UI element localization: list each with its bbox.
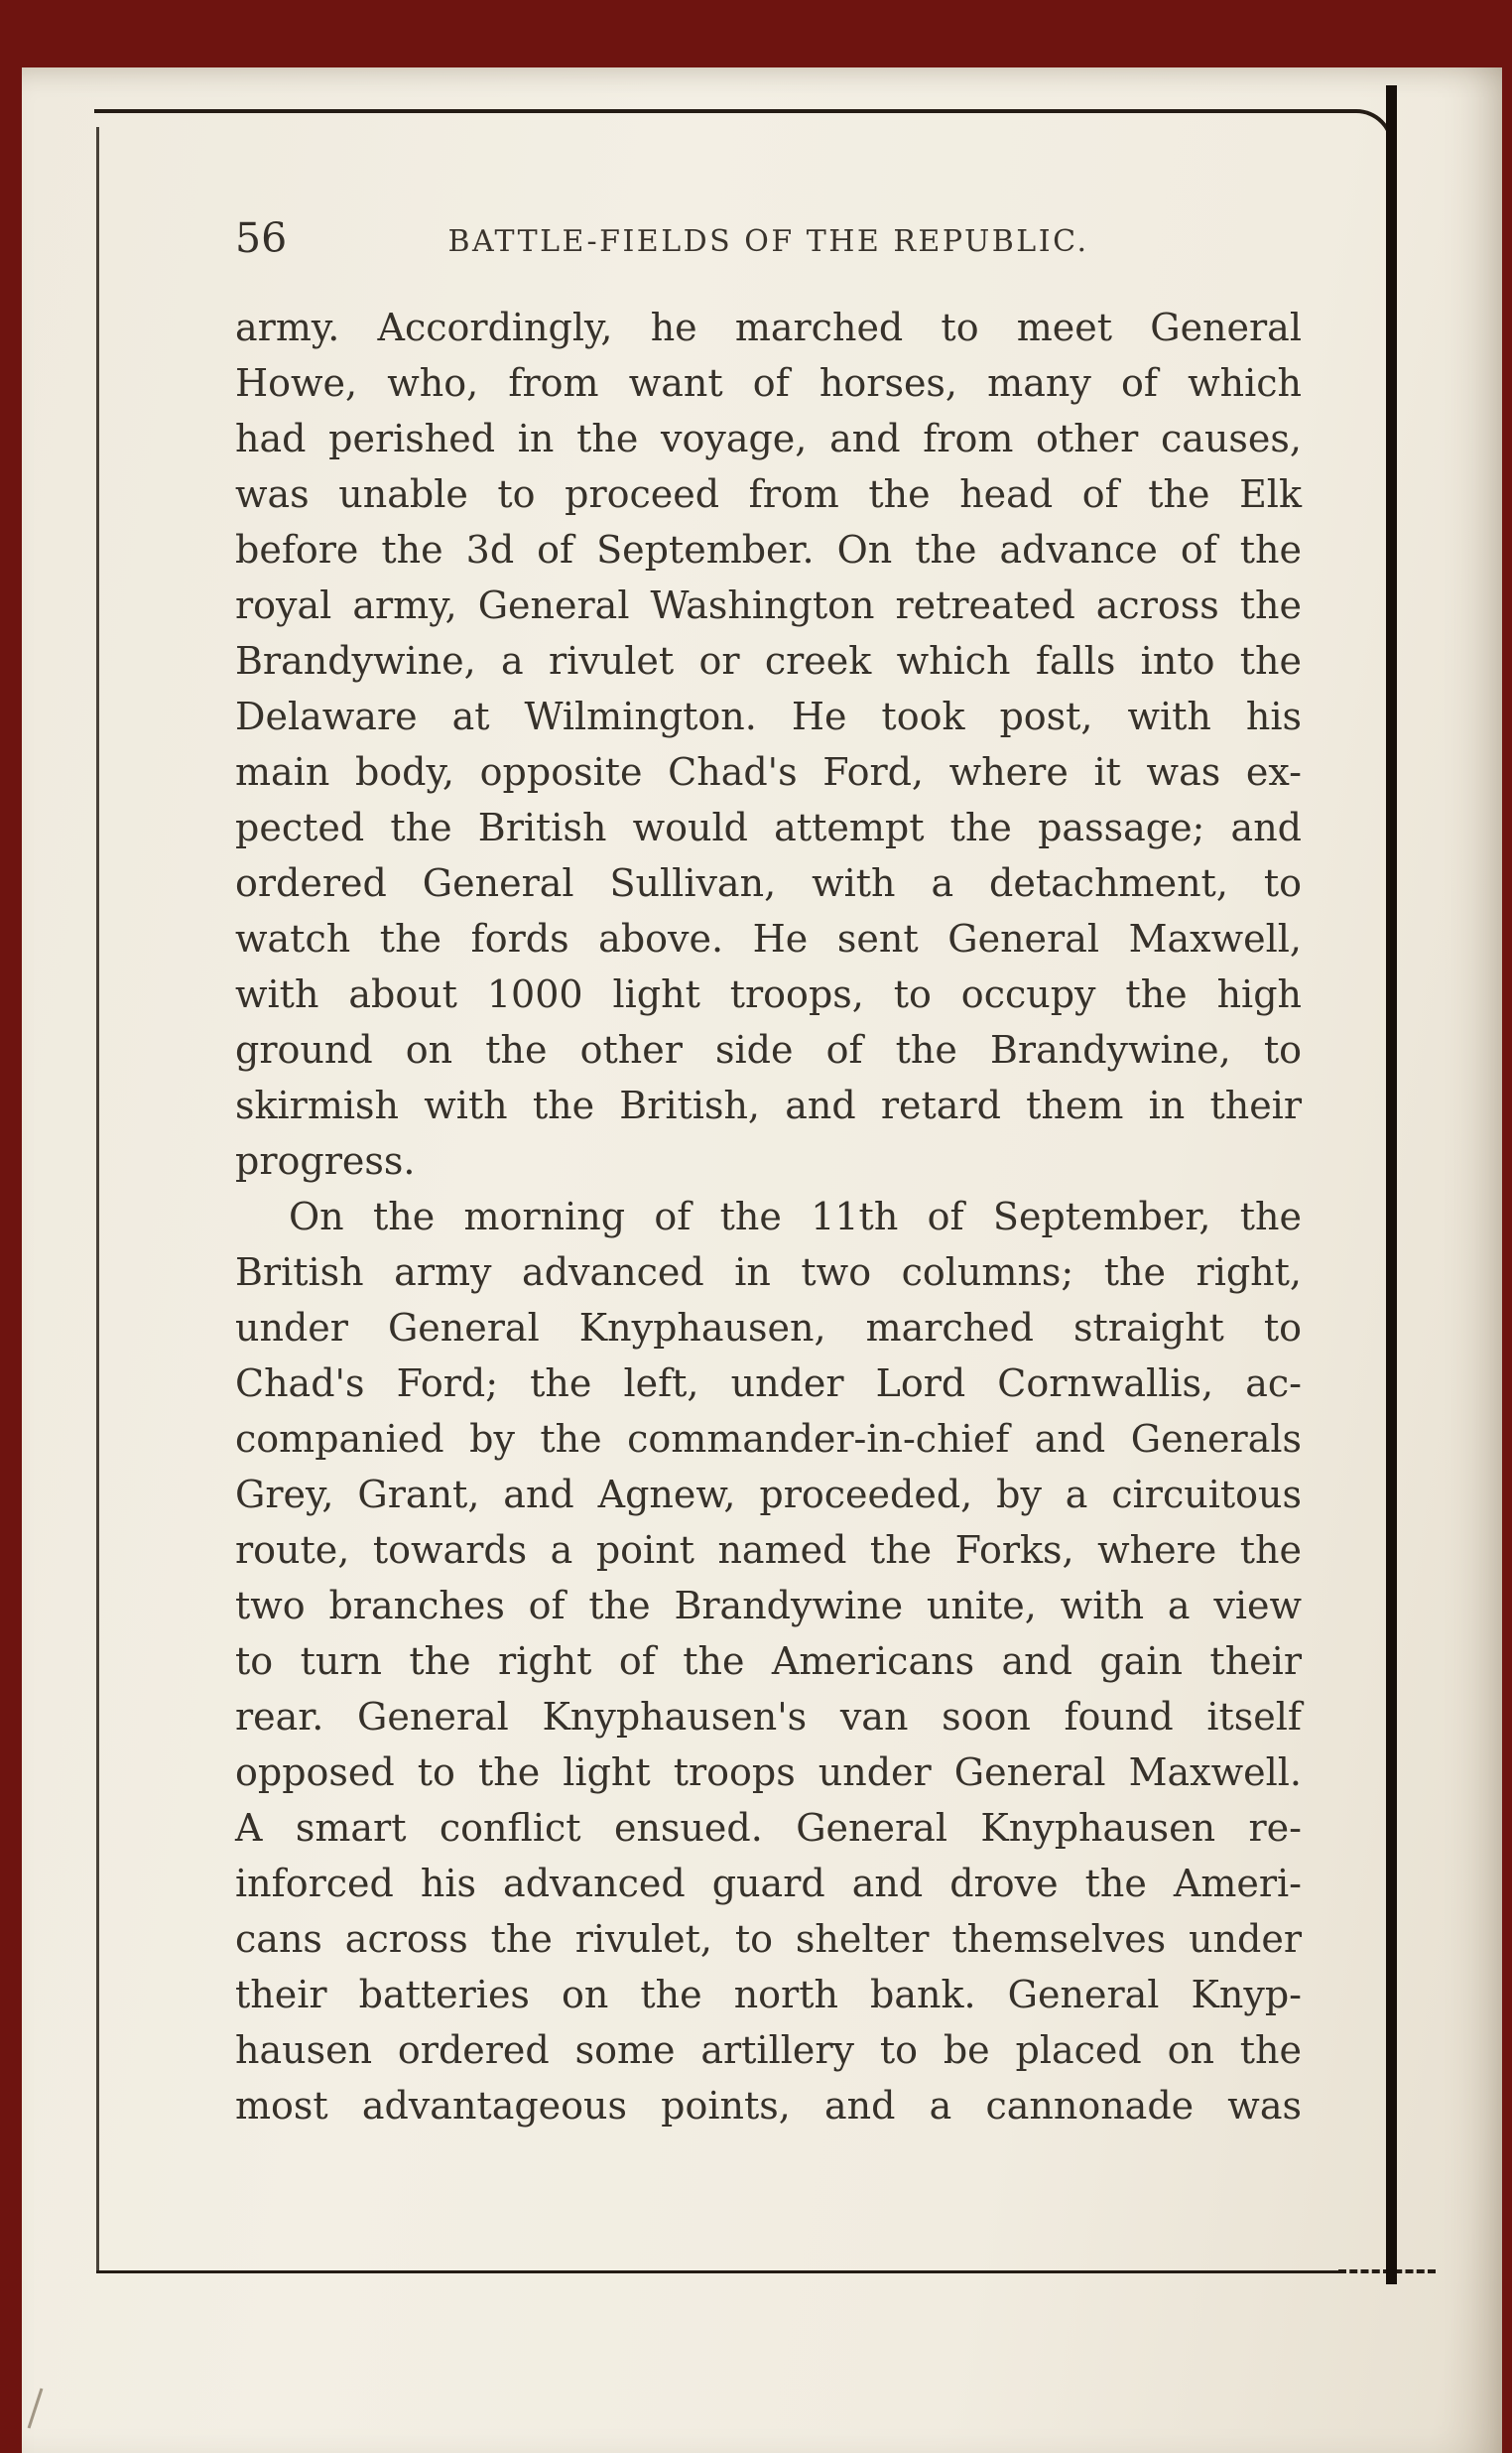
text-line: had perished in the voyage, and from other causes, [235,417,1302,460]
text-line: Brandywine, a rivulet or creek which falls into the [235,639,1302,683]
text-line: watch the fords above. He sent General Maxwell, [235,917,1302,961]
text-line: Howe, who, from want of horses, many of which [235,361,1302,405]
text-line: royal army, General Washington retreated across the [235,583,1302,627]
text-line: skirmish with the British, and retard them in their [235,1084,1302,1127]
text-line: before the 3d of September. On the advance of the [235,528,1302,572]
text-line: Delaware at Wilmington. He took post, with his [235,695,1302,738]
page-frame-bottom-line [96,2270,1338,2273]
text-line: opposed to the light troops under General Maxwell. [235,1750,1302,1794]
page-frame-top-line [94,109,1394,193]
text-line: army. Accordingly, he marched to meet General [235,306,1302,349]
page-frame-left-line [96,127,99,2272]
text-line: main body, opposite Chad's Ford, where it was ex- [235,750,1302,794]
text-line: hausen ordered some artillery to be placed on the [235,2028,1302,2072]
text-line: progress. [235,1139,416,1183]
text-line: Chad's Ford; the left, under Lord Cornwallis, ac- [235,1361,1302,1405]
text-line: most advantageous points, and a cannonade was [235,2084,1302,2128]
text-line: Grey, Grant, and Agnew, proceeded, by a circuitous [235,1473,1302,1516]
text-line: A smart conflict ensued. General Knyphausen re- [235,1806,1302,1850]
text-line: British army advanced in two columns; the right, [235,1250,1302,1294]
page-number: 56 [235,214,288,262]
text-line: route, towards a point named the Forks, where the [235,1528,1302,1572]
text-line: ground on the other side of the Brandywine, to [235,1028,1302,1072]
text-line: two branches of the Brandywine unite, with a view [235,1584,1302,1627]
page-edge-shadow-bar [1386,85,1397,2284]
text-line: pected the British would attempt the passage; and [235,806,1302,849]
text-line: was unable to proceed from the head of the Elk [235,472,1302,516]
text-line: rear. General Knyphausen's van soon found itself [235,1695,1302,1739]
text-lines [235,300,1302,2133]
text-line: ordered General Sullivan, with a detachment, to [235,861,1302,905]
text-line: under General Knyphausen, marched straight to [235,1306,1302,1350]
running-header-title: BATTLE-FIELDS OF THE REPUBLIC. [447,224,1089,259]
text-block [235,300,1302,2133]
text-line: inforced his advanced guard and drove the Ameri- [235,1862,1302,1905]
text-line: with about 1000 light troops, to occupy the high [235,972,1302,1016]
text-line: cans across the rivulet, to shelter themselves under [235,1917,1302,1961]
text-line: companied by the commander-in-chief and Generals [235,1417,1302,1461]
text-line: to turn the right of the Americans and gain their [235,1639,1302,1683]
text-line: On the morning of the 11th of September, the [289,1195,1302,1238]
text-line: their batteries on the north bank. General Knyp- [235,1973,1302,2016]
